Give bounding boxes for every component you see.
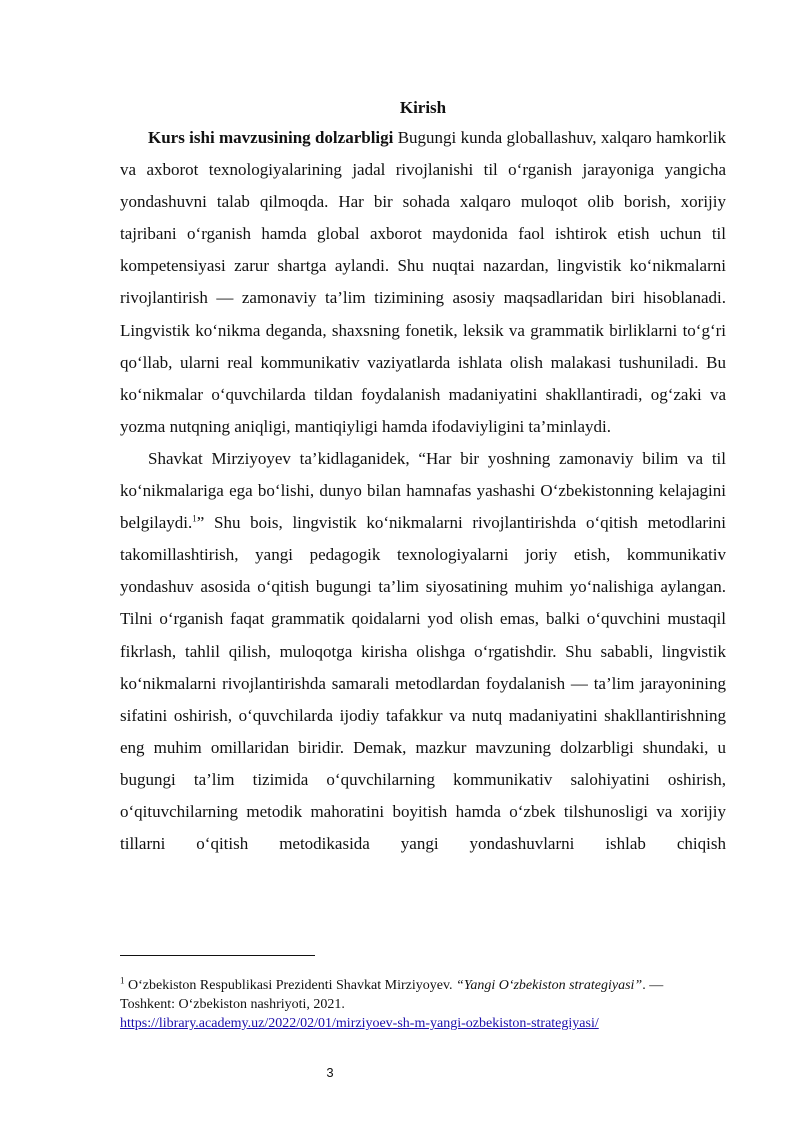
footnote-title: “Yangi O‘zbekiston strategiyasi” <box>456 978 643 993</box>
footnote-divider <box>120 955 315 956</box>
paragraph-text: Bugungi kunda globallashuv, xalqaro hamkorlik va axborot texnologiyalarining jadal rivojlanishi til o‘rganish jarayoniga yangicha yondashuvni talab qilmoqda. Har bir sohada xalqaro muloqot olib borish, xorijiy tajribani o‘rganish hamda global axborot maydonida faol ishtirok etish uchun til kompetensiyasi zarur shartga aylandi. Shu nuqtai nazardan, lingvistik ko‘nikmalarni rivojlantirish — zamonaviy ta’lim tizimining asosiy maqsadlaridan biri hisoblanadi. Lingvistik ko‘nikma deganda, shaxsning fonetik, leksik va grammatik birliklarni to‘g‘ri qo‘llab, ularni real kommunikativ vaziyatlarda ishlata olish malakasi tushuniladi. Bu ko‘nikmalar o‘quvchilarda tildan foydalanish madaniyatini shakllantiradi, og‘zaki va yozma nutqning aniqligi, mantiqiyligi hamda ifodaviyligini ta’minlaydi. <box>120 128 726 436</box>
quote-continuation: ” Shu bois, lingvistik ko‘nikmalarni rivojlantirishda o‘qitish metodlarini takomillashtirish, yangi pedagogik texnologiyalarni joriy etish, kommunikativ yondashuv asosida o‘qitish bugungi ta’lim siyosatining muhim yo‘nalishiga aylangan. Tilni o‘rganish faqat grammatik qoidalarni yod olish emas, balki o‘quvchini mustaqil fikrlash, tahlil qilish, muloqotga kirisha olishga o‘rgatishdir. Shu sababli, lingvistik ko‘nikmalarni rivojlantirishda samarali metodlardan foydalanish — ta’lim jarayonining sifatini oshirish, o‘quvchilarda ijodiy tafakkur va nutq madaniyatini shakllantirishning eng muhim omillaridan biridir. Demak, mazkur mavzuning dolzarbligi shundaki, u bugungi ta’lim tizimida o‘quvchilarning kommunikativ salohiyatini oshirish, o‘qituvchilarning metodik mahoratini boyitish hamda o‘zbek tilshunosligi va xorijiy tillarni o‘qitish metodikasida yangi yondashuvlarni ishlab chiqish <box>120 513 726 854</box>
footnote-mark: 1 <box>120 975 125 986</box>
paragraph-lead: Kurs ishi mavzusining dolzarbligi <box>148 128 394 147</box>
quote-text: Shavkat Mirziyoyev ta’kidlaganidek, “Har bir yoshning zamonaviy bilim va til ko‘nikmalariga ega bo‘lishi, dunyo bilan hamnafas yashashi O‘zbekistonning kelajagini belgilaydi. <box>120 448 726 533</box>
paragraph-quote <box>120 443 726 860</box>
footnote-publisher: . — Toshkent: O‘zbekiston nashriyoti, 2021. <box>120 978 664 1012</box>
footnote-author: O‘zbekiston Respublikasi Prezidenti Shavkat Mirziyoyev. <box>124 978 457 993</box>
footnote-link[interactable]: https://library.academy.uz/2022/02/01/mirziyoev-sh-m-yangi-ozbekiston-strategiyasi/ <box>120 1016 599 1031</box>
page-number: 3 <box>326 1065 334 1080</box>
document-body <box>120 94 726 860</box>
footnote-reference[interactable]: 1 <box>192 513 197 524</box>
section-heading: Kirish <box>399 98 447 117</box>
paragraph-relevance <box>120 122 726 443</box>
footnote <box>120 976 720 1033</box>
